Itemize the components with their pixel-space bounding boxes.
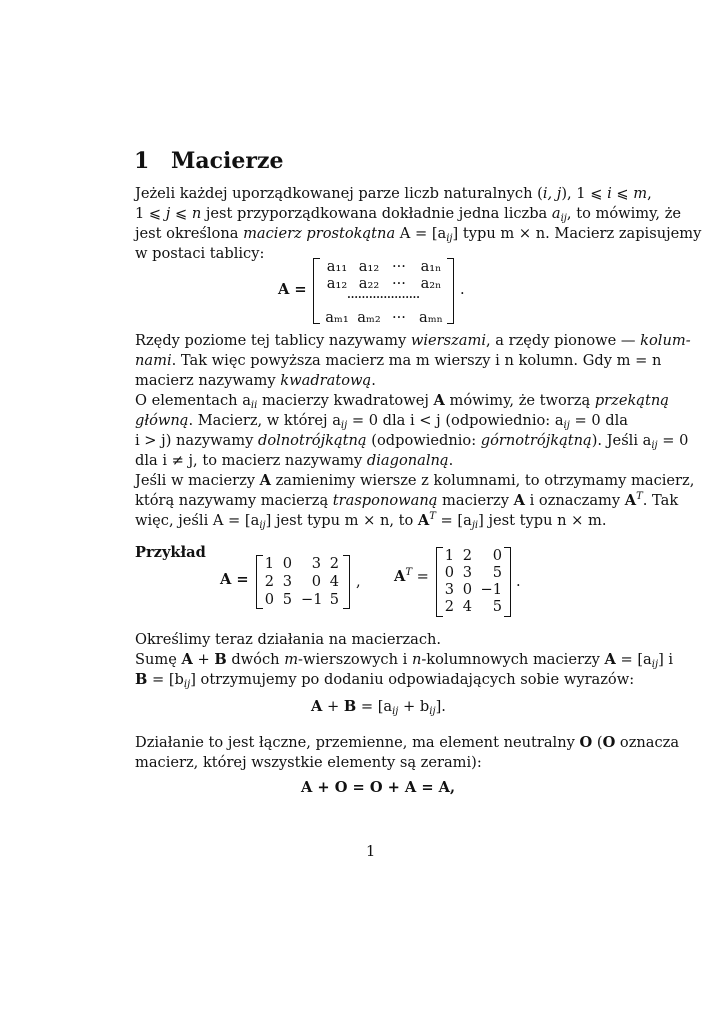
page-number: 1 bbox=[366, 843, 376, 860]
matrix-A-cell: 0 bbox=[282, 555, 292, 572]
matrix-AT-right-bracket bbox=[504, 547, 511, 617]
p4-line-2: macierz, której wszystkie elementy są zerami): bbox=[135, 754, 482, 771]
matrix-AT-cell: 3 bbox=[462, 564, 472, 581]
p1-line-2: 1 ⩽ j ⩽ n jest przyporządkowana dokładnie jedna liczba $a_{ij}$, to mówimy, że bbox=[135, 205, 682, 224]
matrix-cell: a₁₂ bbox=[358, 258, 380, 275]
matrix-A-cell: 2 bbox=[264, 573, 274, 590]
matrix-cell: a₂₂ bbox=[358, 275, 380, 292]
p3-line-1: Określimy teraz działania na macierzach. bbox=[135, 631, 442, 648]
p2-line-5: główną. Macierz, w której $a_{ij} = 0$ dla i < j (odpowiednio: $a_{ij} = 0$ dla bbox=[135, 412, 628, 431]
matrix-AT-cell: 0 bbox=[444, 564, 454, 581]
matrix-A-cell: 4 bbox=[329, 573, 339, 590]
matrix-AT-cell: 2 bbox=[462, 547, 472, 564]
example-A-lhs: A = bbox=[220, 571, 249, 588]
matrix-cell: ··· bbox=[392, 275, 406, 292]
p4-line-1: Działanie to jest łączne, przemienne, ma element neutralny O (O oznacza bbox=[135, 734, 680, 751]
equation-neutral: A + O = O + A = A, bbox=[301, 779, 456, 796]
matrix-A-cell: 0 bbox=[311, 573, 321, 590]
p3-line-3: $B = [b_{ij}]$ otrzymujemy po dodaniu odpowiadających sobie wyrazów: bbox=[135, 671, 635, 690]
matrix-AT-cell: 2 bbox=[444, 598, 454, 615]
matrix-cell: a₂ₙ bbox=[420, 275, 442, 292]
p2-line-8: Jeśli w macierzy A zamienimy wiersze z kolumnami, to otrzymamy macierz, bbox=[135, 472, 695, 489]
p2-line-2: nami. Tak więc powyższa macierz ma m wierszy i n kolumn. Gdy m = n bbox=[135, 352, 662, 369]
section-title: Macierze bbox=[171, 148, 284, 174]
p2-line-3: macierz nazywamy kwadratową. bbox=[135, 372, 376, 389]
matrix-cell: aₘ₂ bbox=[357, 309, 381, 326]
matrix-A-right-bracket bbox=[343, 555, 350, 609]
matrix-cell: aₘ₁ bbox=[325, 309, 349, 326]
p2-line-4: O elementach $a_{ii}$ macierzy kwadratowej A mówimy, że tworzą przekątną bbox=[135, 392, 669, 411]
matrix-A-cell: 5 bbox=[282, 591, 292, 608]
matrix-cell: a₁₂ bbox=[326, 275, 348, 292]
matrix-AT-cell: −1 bbox=[480, 581, 502, 598]
matrix-AT-cell: 0 bbox=[492, 547, 502, 564]
example-AT-period: . bbox=[516, 573, 521, 590]
matrix-A-cell: −1 bbox=[301, 591, 323, 608]
matrix-general-right-bracket bbox=[447, 258, 454, 324]
matrix-A-cell: 1 bbox=[264, 555, 274, 572]
matrix-AT-cell: 3 bbox=[444, 581, 454, 598]
matrix-AT-cell: 5 bbox=[492, 598, 502, 615]
example-heading: Przykład bbox=[135, 544, 206, 561]
p1-line-4: w postaci tablicy: bbox=[135, 245, 265, 262]
matrix-AT-cell: 4 bbox=[462, 598, 472, 615]
matrix-cell: ··· bbox=[392, 309, 406, 326]
matrix-A-cell: 5 bbox=[329, 591, 339, 608]
p2-line-6: i > j) nazywamy dolnotrójkątną (odpowiednio: górnotrójkątną). Jeśli $a_{ij} = 0$ bbox=[135, 432, 689, 451]
p2-line-9: którą nazywamy macierzą trasponowaną macierzy A i oznaczamy $A^T$. Tak bbox=[135, 491, 679, 509]
matrix-cell: ··· bbox=[392, 258, 406, 275]
p3-line-2: Sumę A + B dwóch m-wierszowych i n-kolumnowych macierzy $A = [a_{ij}]$ i bbox=[135, 651, 674, 670]
matrix-cell: aₘₙ bbox=[419, 309, 443, 326]
matrix-A-cell: 2 bbox=[329, 555, 339, 572]
matrix-A-cell: 0 bbox=[264, 591, 274, 608]
p2-line-10: więc, jeśli $A = [a_{ij}]$ jest typu m × n, to $A^T = [a_{ji}]$ jest typu n × m. bbox=[135, 511, 607, 531]
matrix-AT-cell: 1 bbox=[444, 547, 454, 564]
p2-line-7: dla i ≠ j, to macierz nazywamy diagonalną. bbox=[135, 452, 454, 469]
example-A-comma: , bbox=[356, 573, 361, 590]
matrix-cell: a₁ₙ bbox=[420, 258, 442, 275]
matrix-dots-row: ···················· bbox=[346, 289, 420, 306]
matrix-AT-cell: 0 bbox=[462, 581, 472, 598]
matrix-cell: a₁₁ bbox=[326, 258, 348, 275]
equation-sum: $A + B = [a_{ij} + b_{ij}]$. bbox=[311, 698, 446, 717]
p1-line-1: Jeżeli każdej uporządkowanej parze liczb naturalnych (i, j), 1 ⩽ i ⩽ m, bbox=[135, 185, 652, 202]
p2-line-1: Rzędy poziome tej tablicy nazywamy wierszami, a rzędy pionowe — kolum- bbox=[135, 332, 691, 349]
matrix-general-lhs: A = bbox=[278, 281, 307, 298]
section-number: 1 bbox=[134, 148, 150, 174]
matrix-general-left-bracket bbox=[313, 258, 320, 324]
matrix-A-cell: 3 bbox=[282, 573, 292, 590]
example-AT-lhs: $A^T$ = bbox=[394, 567, 429, 585]
matrix-general-period: . bbox=[460, 281, 465, 298]
matrix-AT-cell: 5 bbox=[492, 564, 502, 581]
p1-line-3: jest określona macierz prostokątna $A = [a_{ij}]$ typu m × n. Macierz zapisujemy bbox=[135, 225, 702, 244]
matrix-A-cell: 3 bbox=[311, 555, 321, 572]
